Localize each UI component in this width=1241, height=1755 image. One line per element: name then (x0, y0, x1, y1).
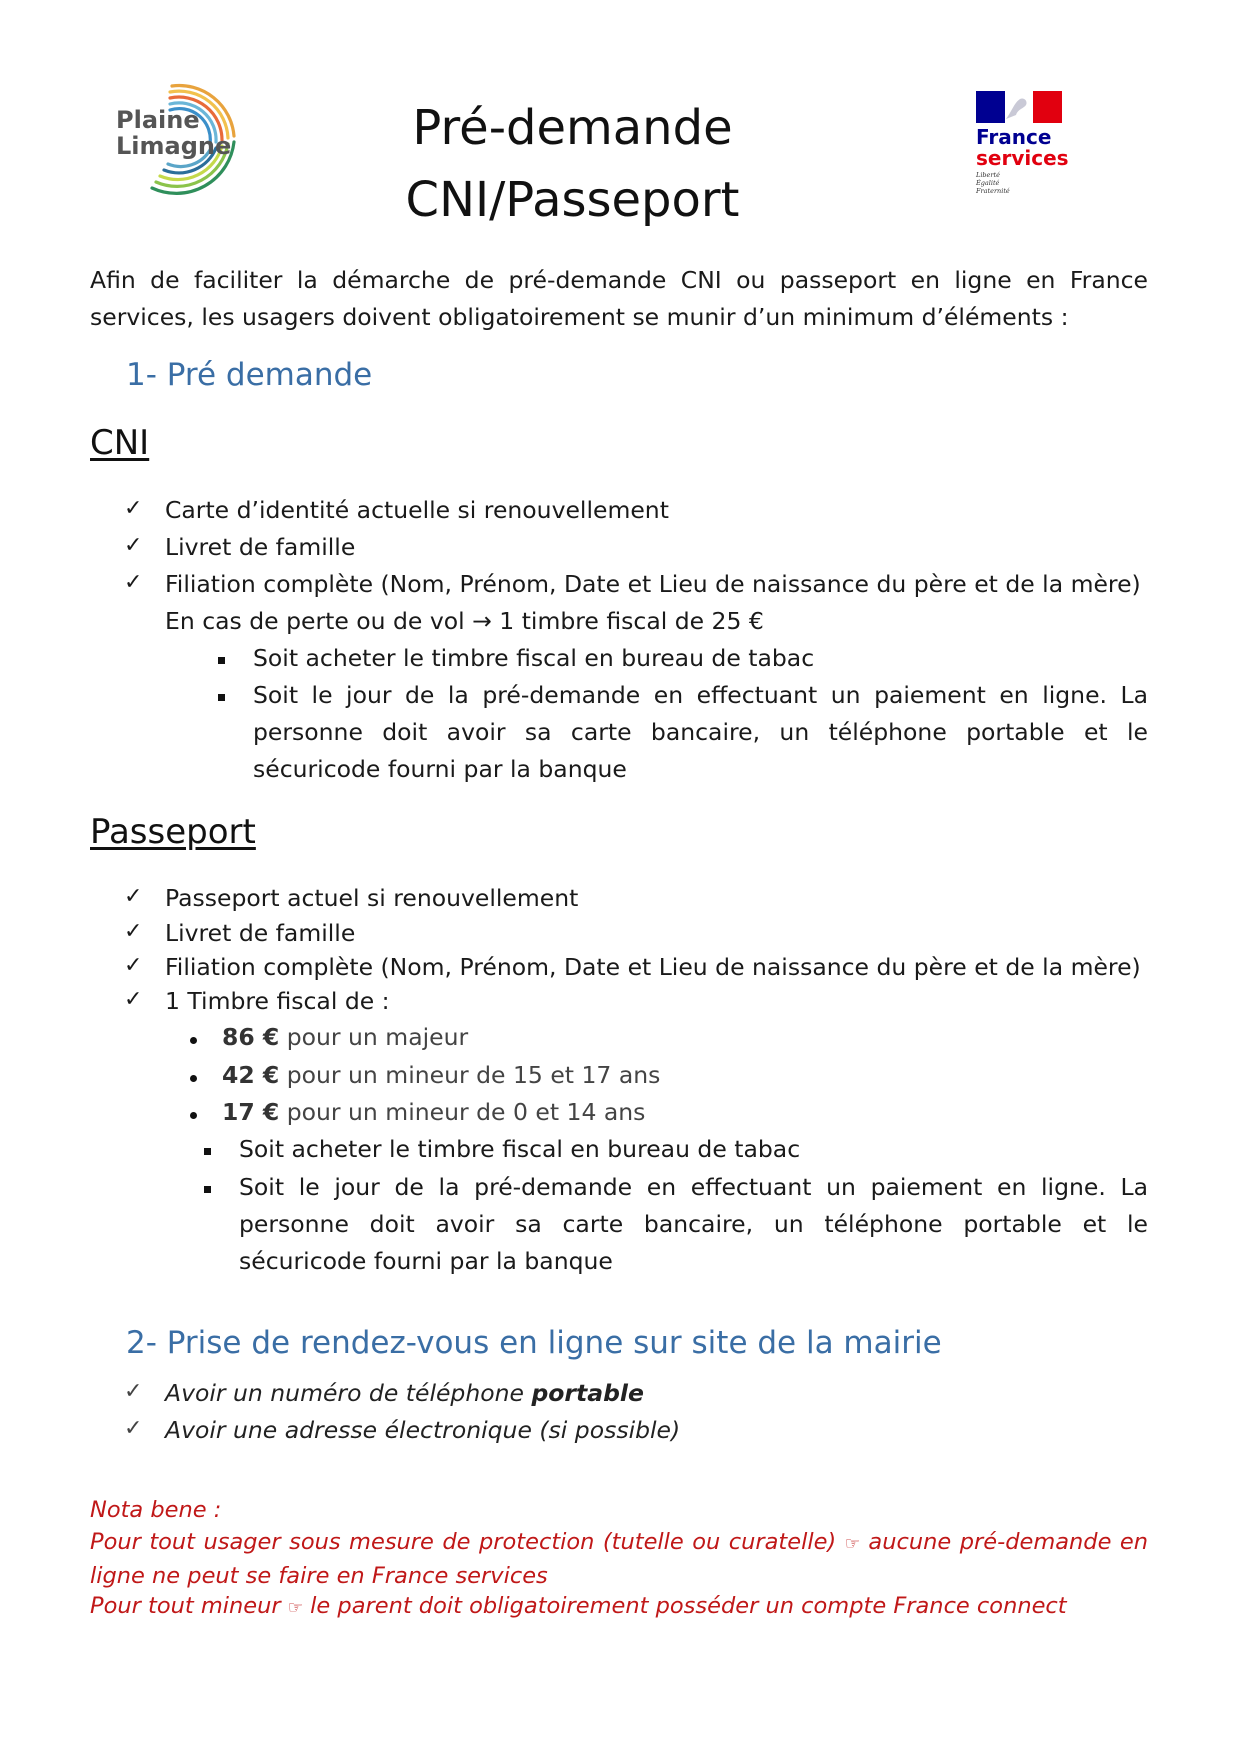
plaine-logo-line1: Plaine (116, 106, 200, 134)
check-icon: ✓ (124, 570, 143, 595)
plaine-logo-line2: Limagne (116, 132, 232, 160)
section2-item-2: Avoir une adresse électronique (si possible) (165, 1416, 681, 1444)
page-title-line2: CNI/Passeport (405, 172, 740, 228)
square-bullet-icon (204, 1186, 211, 1193)
dot-bullet-icon (190, 1112, 197, 1119)
passeport-heading: Passeport (90, 812, 256, 852)
passeport-item-4: 1 Timbre fiscal de : (165, 987, 390, 1015)
section2-item-1 (165, 1375, 644, 1412)
price-amount: 42 € (222, 1061, 280, 1089)
section2-heading: 2- Prise de rendez-vous en ligne sur site de la mairie (126, 1325, 942, 1361)
check-icon: ✓ (124, 987, 143, 1012)
price-line-3 (222, 1094, 645, 1131)
price-line-2 (222, 1057, 660, 1094)
price-text: pour un mineur de 0 et 14 ans (279, 1098, 646, 1126)
price-amount: 86 € (222, 1023, 280, 1051)
section2-item-1-bold: portable (531, 1379, 644, 1407)
square-bullet-icon (218, 657, 225, 664)
check-icon: ✓ (124, 533, 143, 558)
cni-item-2: Livret de famille (165, 533, 356, 561)
cni-sub-item-1: Soit acheter le timbre fiscal en bureau de tabac (253, 644, 815, 672)
square-bullet-icon (204, 1148, 211, 1155)
france-services-logo (976, 91, 1086, 203)
cni-heading: CNI (90, 423, 150, 463)
passeport-sub-item-1: Soit acheter le timbre fiscal en bureau de tabac (239, 1135, 801, 1163)
dot-bullet-icon (190, 1037, 197, 1044)
check-icon: ✓ (124, 1379, 143, 1404)
check-icon: ✓ (124, 953, 143, 978)
nota-line-2-text-a: Pour tout mineur (90, 1593, 288, 1619)
french-flag-icon (976, 91, 1062, 123)
price-amount: 17 € (222, 1098, 280, 1126)
passeport-item-1: Passeport actuel si renouvellement (165, 884, 579, 912)
pointing-hand-icon: ☞ (287, 1598, 304, 1618)
check-icon: ✓ (124, 496, 143, 521)
nota-line-2 (90, 1590, 1067, 1624)
nota-bene-label: Nota bene : (90, 1497, 222, 1523)
cni-sub-item-2: Soit le jour de la pré-demande en effectuant un paiement en ligne. La personne doit avoir sa carte bancaire, un téléphone portable et le sécuricode fourni par la banque (253, 681, 1148, 783)
nota-line-1 (90, 1526, 1148, 1592)
passeport-item-3: Filiation complète (Nom, Prénom, Date et Lieu de naissance du père et de la mère) (165, 953, 1141, 981)
section2-item-1-text: Avoir un numéro de téléphone (165, 1379, 532, 1407)
price-line-1 (222, 1019, 468, 1056)
nota-line-2-text-b: le parent doit obligatoirement posséder un compte France connect (303, 1593, 1067, 1619)
nota-line-1-text-b: aucune pré-demande en ligne ne peut se faire en France services (90, 1529, 1148, 1589)
check-icon: ✓ (124, 884, 143, 909)
cni-loss-line: En cas de perte ou de vol → 1 timbre fiscal de 25 € (165, 607, 764, 635)
passeport-sub-item-2: Soit le jour de la pré-demande en effectuant un paiement en ligne. La personne doit avoir sa carte bancaire, un téléphone portable et le sécuricode fourni par la banque (239, 1173, 1148, 1275)
passeport-item-2: Livret de famille (165, 919, 356, 947)
square-bullet-icon (218, 694, 225, 701)
cni-item-1: Carte d’identité actuelle si renouvellement (165, 496, 669, 524)
price-text: pour un mineur de 15 et 17 ans (279, 1061, 661, 1089)
france-services-motto: Liberté Égalité Fraternité (976, 171, 1010, 195)
check-icon: ✓ (124, 1416, 143, 1441)
intro-paragraph: Afin de faciliter la démarche de pré-demande CNI ou passeport en ligne en France services, les usagers doivent obligatoirement se munir d’un minimum d’éléments : (90, 266, 1148, 331)
page-title-line1: Pré-demande (412, 100, 733, 156)
price-text: pour un majeur (279, 1023, 469, 1051)
dot-bullet-icon (190, 1075, 197, 1082)
pointing-hand-icon: ☞ (844, 1534, 860, 1554)
france-services-line1: France (976, 125, 1052, 149)
cni-item-3: Filiation complète (Nom, Prénom, Date et Lieu de naissance du père et de la mère) (165, 570, 1141, 598)
section1-heading: 1- Pré demande (126, 357, 373, 393)
france-services-line2: services (976, 146, 1069, 170)
check-icon: ✓ (124, 919, 143, 944)
nota-line-1-text-a: Pour tout usager sous mesure de protection (tutelle ou curatelle) (90, 1529, 845, 1555)
